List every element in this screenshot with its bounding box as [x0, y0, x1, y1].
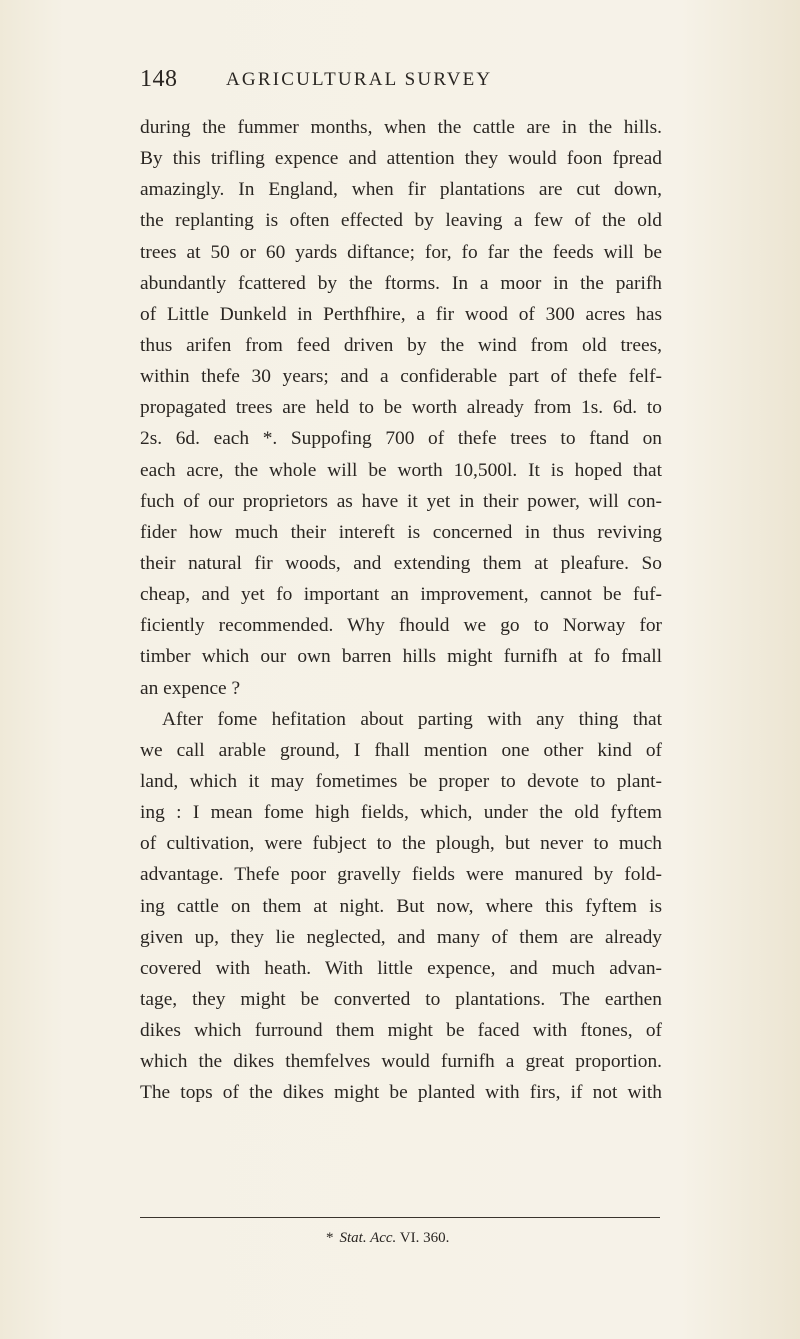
text-line: each acre, the whole will be worth 10,500l. It is hoped that [140, 459, 662, 481]
text-line: covered with heath. With little expence, and much advan- [140, 957, 662, 979]
text-line: thus arifen from feed driven by the wind from old trees, [140, 334, 662, 356]
text-line: By this trifling expence and attention they would foon fpread [140, 148, 662, 170]
text-line: tage, they might be converted to plantations. The earthen [140, 988, 662, 1010]
text-line: of Little Dunkeld in Perthfhire, a fir wood of 300 acres has [140, 303, 662, 325]
page-header [140, 66, 660, 96]
footnote [326, 1230, 449, 1247]
text-line: trees at 50 or 60 yards diftance; for, fo far the feeds will be [140, 241, 662, 263]
footnote-rule [140, 1217, 660, 1218]
text-line: given up, they lie neglected, and many of them are already [140, 926, 662, 948]
text-line: land, which it may fometimes be proper to devote to plant- [140, 770, 662, 792]
running-head: AGRICULTURAL SURVEY [226, 69, 493, 90]
text-line: abundantly fcattered by the ftorms. In a moor in the parifh [140, 272, 662, 294]
text-line: timber which our own barren hills might furnifh at fo fmall [140, 646, 662, 668]
footnote-reference: VI. 360. [399, 1230, 450, 1246]
page-number: 148 [140, 66, 178, 92]
text-line: advantage. Thefe poor gravelly fields were manured by fold- [140, 864, 662, 886]
text-line: dikes which furround them might be faced with ftones, of [140, 1020, 662, 1042]
text-line: we call arable ground, I fhall mention one other kind of [140, 739, 662, 761]
text-line: fider how much their intereft is concerned in thus reviving [140, 521, 662, 543]
text-line: propagated trees are held to be worth already from 1s. 6d. to [140, 397, 662, 419]
body-text [140, 112, 662, 1109]
text-line: of cultivation, were fubject to the plough, but never to much [140, 833, 662, 855]
footnote-source: Stat. Acc. [339, 1230, 397, 1246]
text-line: an expence ? [140, 677, 241, 699]
text-line: After fome hefitation about parting with any thing that [162, 708, 662, 730]
text-line: which the dikes themfelves would furnifh a great proportion. [140, 1051, 662, 1073]
text-line: within thefe 30 years; and a confiderable part of thefe felf- [140, 366, 662, 388]
text-line: their natural fir woods, and extending them at pleafure. So [140, 552, 662, 574]
text-line: ficiently recommended. Why fhould we go to Norway for [140, 615, 662, 637]
text-line: ing : I mean fome high fields, which, under the old fyftem [140, 802, 662, 824]
text-line: The tops of the dikes might be planted with firs, if not with [140, 1082, 662, 1104]
text-line: 2s. 6d. each *. Suppofing 700 of thefe trees to ftand on [140, 428, 662, 450]
text-line: ing cattle on them at night. But now, where this fyftem is [140, 895, 662, 917]
text-line: fuch of our proprietors as have it yet in their power, will con- [140, 490, 662, 512]
text-line: during the fummer months, when the cattle are in the hills. [140, 117, 662, 138]
text-line: cheap, and yet fo important an improvement, cannot be fuf- [140, 584, 662, 606]
text-line: amazingly. In England, when fir plantations are cut down, [140, 179, 662, 201]
text-line: the replanting is often effected by leaving a few of the old [140, 210, 662, 232]
footnote-mark: * [326, 1230, 334, 1246]
